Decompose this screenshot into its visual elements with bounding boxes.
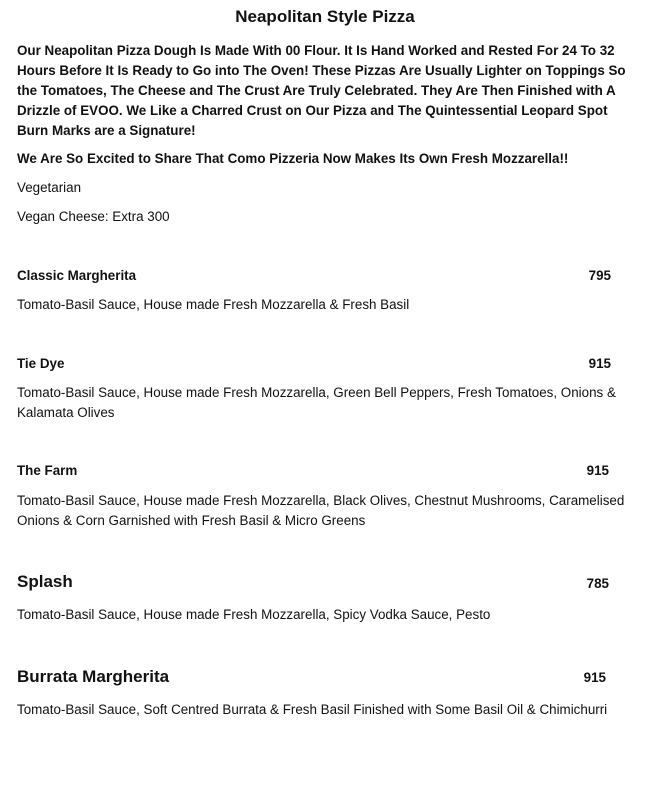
menu-item-price: 915: [583, 670, 606, 685]
menu-item-price: 915: [588, 356, 611, 371]
menu-item-name: Burrata Margherita: [17, 667, 170, 686]
menu-item-description: Tomato-Basil Sauce, House made Fresh Mozzarella, Black Olives, Chestnut Mushrooms, Caramelised Onions & Corn Garnished with Fresh Basil & Micro Greens: [17, 493, 625, 528]
menu-item-price: 785: [586, 576, 609, 591]
page-title: Neapolitan Style Pizza: [235, 7, 415, 26]
menu-item-price: 795: [588, 268, 611, 283]
intro-paragraph: Our Neapolitan Pizza Dough Is Made With 00 Flour. It Is Hand Worked and Rested For 24 To 32 Hours Before It Is Ready to Go into The Oven! These Pizzas Are Usually Lighter on Toppings So the Tomatoes, The Cheese and The Crust Are Truly Celebrated. They Are Then Finished with A Drizzle of EVOO. We Like a Charred Crust on Our Pizza and The Quintessential Leopard Spot Burn Marks are a Signature!: [17, 43, 626, 138]
vegan-cheese-note: Vegan Cheese: Extra 300: [17, 209, 170, 224]
menu-item-description: Tomato-Basil Sauce, House made Fresh Mozzarella & Fresh Basil: [17, 297, 410, 312]
menu-item-name: The Farm: [17, 463, 78, 478]
menu-item-description: Tomato-Basil Sauce, Soft Centred Burrata & Fresh Basil Finished with Some Basil Oil & Chimichurri: [17, 702, 608, 717]
menu-item-description: Tomato-Basil Sauce, House made Fresh Mozzarella, Green Bell Peppers, Fresh Tomatoes, Onions & Kalamata Olives: [17, 385, 616, 420]
menu-item-name: Tie Dye: [17, 356, 65, 371]
mozzarella-announcement: We Are So Excited to Share That Como Pizzeria Now Makes Its Own Fresh Mozzarella!!: [17, 151, 569, 166]
menu-item-price: 915: [586, 463, 609, 478]
menu-item-name: Splash: [17, 572, 73, 591]
category-label: Vegetarian: [17, 180, 82, 195]
menu-item-name: Classic Margherita: [17, 268, 137, 283]
menu-item-description: Tomato-Basil Sauce, House made Fresh Mozzarella, Spicy Vodka Sauce, Pesto: [17, 607, 491, 622]
